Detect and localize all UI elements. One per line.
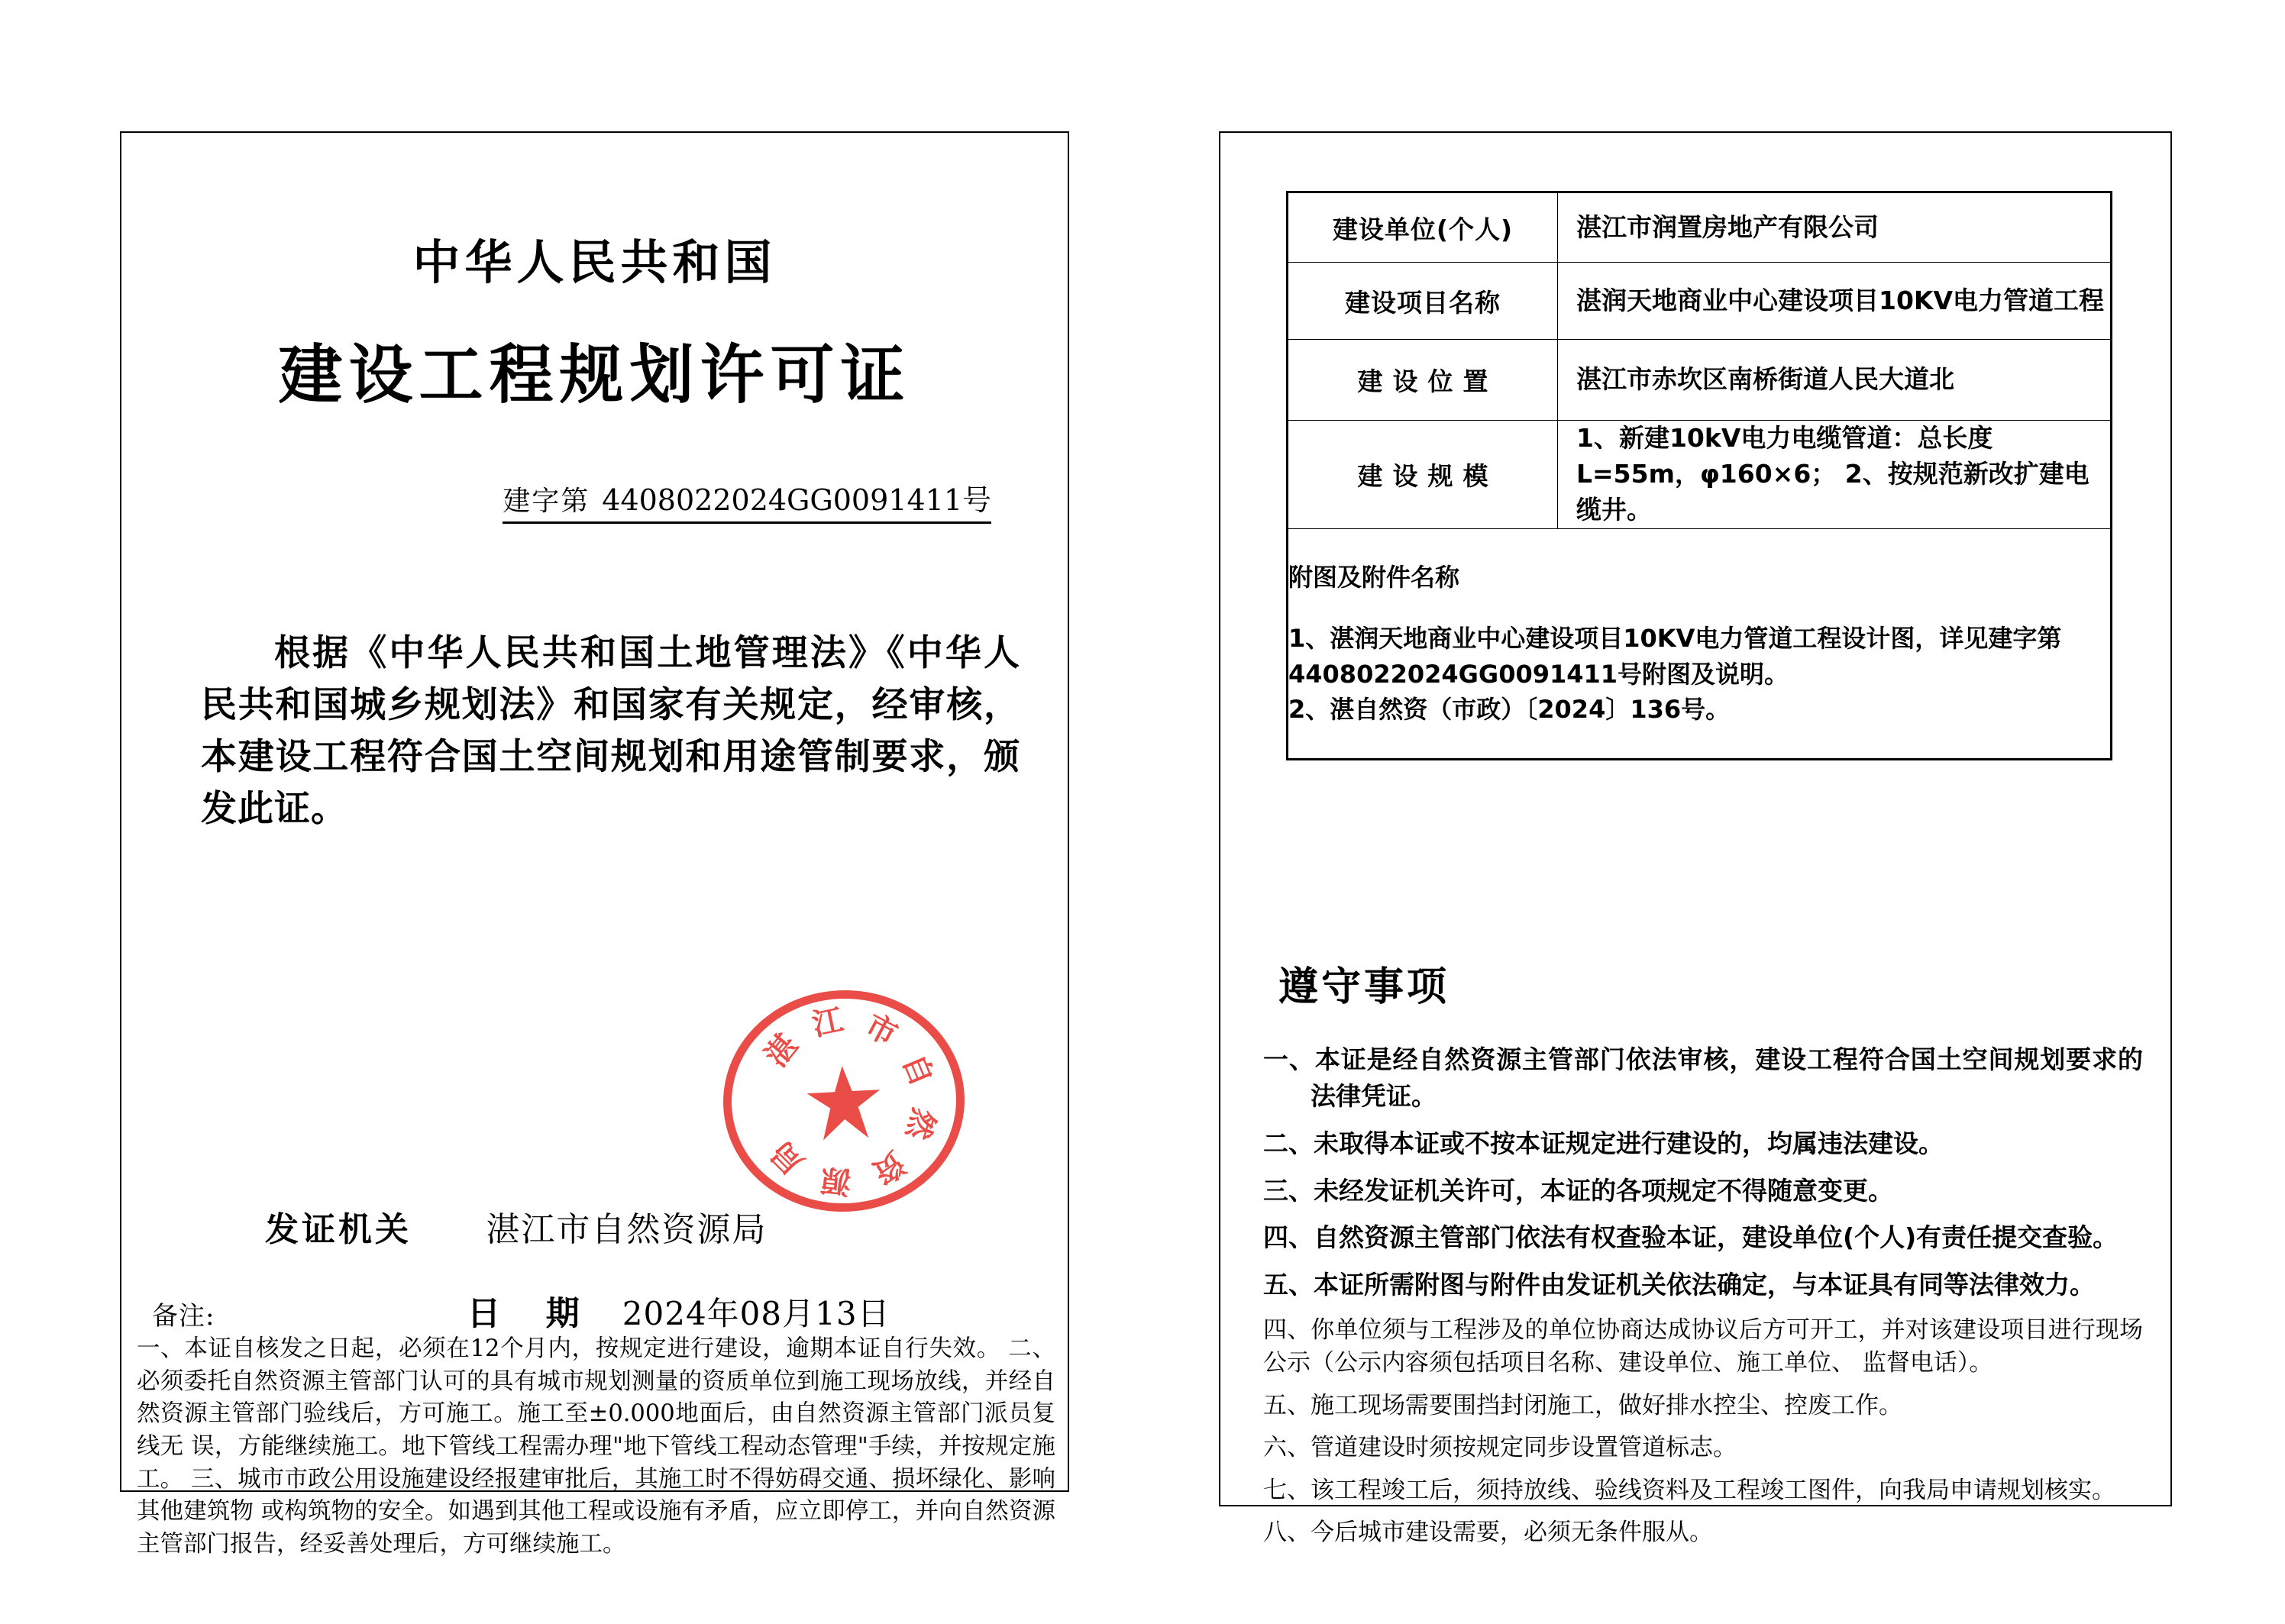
seal-ring-char: 资 <box>865 1144 912 1191</box>
seal-ring-char: 局 <box>763 1134 811 1182</box>
seal-ring-char: 源 <box>819 1161 853 1200</box>
table-row-value: 湛江市润置房地产有限公司 <box>1558 193 2111 263</box>
seal-ring-char: 湛 <box>758 1027 806 1074</box>
term-item: 三、未经发证机关许可，本证的各项规定不得随意变更。 <box>1263 1175 1893 1206</box>
table-row-label: 建设单位(个人) <box>1288 193 1558 263</box>
date-label: 日 期 <box>467 1294 596 1333</box>
table-row <box>1288 263 2111 340</box>
table-row <box>1288 421 2111 529</box>
project-info-table <box>1286 191 2112 760</box>
table-row-label: 建设项目名称 <box>1288 263 1558 340</box>
issuing-authority-label: 发证机关 <box>265 1210 412 1249</box>
term-item-additional: 八、今后城市建设需要，必须无条件服从。 <box>1263 1519 1713 1547</box>
table-row-value: 湛江市赤坎区南桥街道人民大道北 <box>1558 340 2111 421</box>
attachment-item: 1、湛润天地商业中心建设项目10KV电力管道工程设计图，详见建字第4408022024GG0091411号附图及说明。 <box>1288 624 2062 689</box>
issuing-authority-value: 湛江市自然资源局 <box>486 1210 768 1249</box>
attachments-title: 附图及附件名称 <box>1288 562 1460 592</box>
certificate-number-underline <box>503 476 991 524</box>
nation-title: 中华人民共和国 <box>412 234 777 290</box>
remark-label: 备注: <box>152 1301 215 1332</box>
table-row-label: 建设规模 <box>1288 421 1558 529</box>
term-item: 四、自然资源主管部门依法有权查验本证，建设单位(个人)有责任提交查验。 <box>1263 1222 2119 1253</box>
seal-ring-char: 自 <box>895 1048 941 1091</box>
term-item-additional: 七、该工程竣工后，须持放线、验线资料及工程竣工图件，向我局申请规划核实。 <box>1263 1476 2115 1504</box>
document-title: 建设工程规划许可证 <box>278 337 911 412</box>
certificate-left-page <box>120 131 1069 1558</box>
remark-and-date-row <box>137 1286 1052 1335</box>
date-value: 2024年08月13日 <box>622 1295 890 1332</box>
legal-basis-paragraph: 根据《中华人民共和国土地管理法》《中华人民共和国城乡规划法》和国家有关规定，经审核，本建设工程符合国土空间规划和用途管制要求，颁发此证。 <box>201 632 1020 831</box>
remark-body-text: 一、本证自核发之日起，必须在12个月内，按规定进行建设，逾期本证自行失效。 二、必须委托自然资源主管部门认可的具有城市规划测量的资质单位到施工现场放线，并经自然资源主管部门验线后，方可施工。施工至±0.000地面后，由自然资源主管部门派员复线无 误，方能继续施工。地下管线工程需办理"地下管线工程动态管理"手续，并按规定施工。 三、城市市政公用设施建设经报建审批后，其施工时不得妨碍交通、损坏绿化、影响其他建筑物 或构筑物的安全。如遇到其他工程或设施有矛盾，应立即停工，并向自然资源主管部门报告，经妥善处理后，方可继续施工。 <box>137 1335 1055 1558</box>
issuing-authority-row <box>265 1202 767 1251</box>
term-item: 一、本证是经自然资源主管部门依法审核，建设工程符合国土空间规划要求的法律凭证。 <box>1263 1044 2143 1111</box>
term-item-additional: 四、你单位须与工程涉及的单位协商达成协议后方可开工，并对该建设项目进行现场公示（公示内容须包括项目名称、建设单位、施工单位、 监督电话）。 <box>1263 1316 2143 1377</box>
term-item: 五、本证所需附图与附件由发证机关依法确定，与本证具有同等法律效力。 <box>1263 1270 2095 1300</box>
terms-list <box>1263 1041 2143 1558</box>
terms-heading: 遵守事项 <box>1278 964 1450 1010</box>
certificate-number-label: 建字第 <box>503 486 590 517</box>
attachments-cell <box>1288 528 2111 758</box>
table-row-label: 建设位置 <box>1288 340 1558 421</box>
attachment-item: 2、湛自然资（市政）〔2024〕136号。 <box>1288 694 1731 724</box>
certificate-right-page <box>1219 131 2172 1547</box>
term-item-additional: 五、施工现场需要围挡封闭施工，做好排水控尘、控废工作。 <box>1263 1391 1902 1419</box>
table-row-value: 湛润天地商业中心建设项目10KV电力管道工程 <box>1558 263 2111 340</box>
certificate-number-row <box>121 476 1068 524</box>
term-item-additional: 六、管道建设时须按规定同步设置管道标志。 <box>1263 1434 1737 1462</box>
official-seal <box>718 984 971 1218</box>
attachments-row <box>1288 528 2111 758</box>
table-row-value: 1、新建10kV电力电缆管道：总长度L=55m，φ160×6； 2、按规范新改扩建电缆井。 <box>1558 421 2111 529</box>
certificate-number-value: 4408022024GG0091411号 <box>602 483 991 517</box>
table-row <box>1288 193 2111 263</box>
seal-ring-char: 江 <box>809 1002 847 1044</box>
table-row <box>1288 340 2111 421</box>
term-item: 二、未取得本证或不按本证规定进行建设的，均属违法建设。 <box>1263 1128 1944 1158</box>
seal-ring-char: 市 <box>859 1007 903 1054</box>
seal-ring-char: 然 <box>899 1104 942 1145</box>
